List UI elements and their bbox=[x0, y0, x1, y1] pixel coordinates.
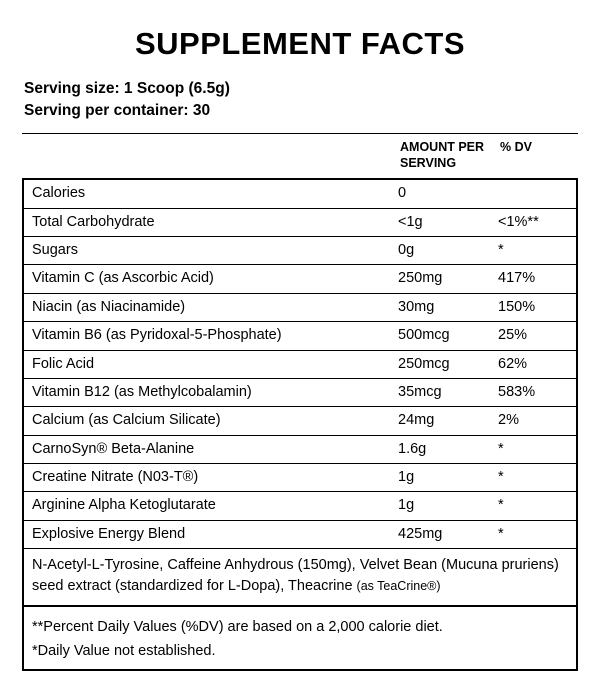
nutrient-name: Explosive Energy Blend bbox=[32, 525, 186, 542]
nutrient-name: Sugars bbox=[32, 241, 78, 258]
table-row bbox=[24, 379, 576, 407]
table-row bbox=[24, 322, 576, 350]
table-row bbox=[24, 237, 576, 265]
nutrient-dv: * bbox=[498, 241, 504, 258]
table-row bbox=[24, 265, 576, 293]
nutrient-name: Niacin (as Niacinamide) bbox=[32, 298, 186, 315]
column-header-daily-value: % DV bbox=[500, 139, 532, 154]
nutrient-amount: 1g bbox=[398, 469, 415, 486]
table-row bbox=[24, 180, 576, 208]
table-row bbox=[24, 294, 576, 322]
nutrient-name: CarnoSyn® Beta-Alanine bbox=[32, 440, 195, 457]
footnote-not-established: *Daily Value not established. bbox=[32, 643, 216, 660]
serving-per-container: Serving per container: 30 bbox=[24, 102, 211, 120]
nutrient-amount: 500mcg bbox=[398, 327, 450, 344]
nutrient-dv: 62% bbox=[498, 355, 528, 372]
nutrient-name: Vitamin B6 (as Pyridoxal-5-Phosphate) bbox=[32, 327, 282, 344]
nutrient-dv: 417% bbox=[498, 270, 536, 287]
table-row bbox=[24, 209, 576, 237]
nutrient-name: Vitamin B12 (as Methylcobalamin) bbox=[32, 383, 252, 400]
nutrient-amount: <1g bbox=[398, 213, 423, 230]
nutrient-dv: * bbox=[498, 469, 504, 486]
page-title: SUPPLEMENT FACTS bbox=[134, 26, 466, 61]
nutrient-dv: 2% bbox=[498, 412, 519, 429]
nutrient-dv: * bbox=[498, 440, 504, 457]
nutrient-amount: 250mg bbox=[398, 270, 443, 287]
blend-ingredients-main: N-Acetyl-L-Tyrosine, Caffeine Anhydrous (150mg), Velvet Bean (Mucuna pruriens) seed extract (standardized for L-Dopa), Theacrine bbox=[32, 557, 559, 595]
blend-ingredients-trademark: (as TeaCrine®) bbox=[356, 579, 441, 594]
nutrient-name: Total Carbohydrate bbox=[32, 213, 155, 230]
nutrient-amount: 30mg bbox=[398, 298, 435, 315]
column-header-name bbox=[22, 140, 400, 171]
blend-ingredients bbox=[24, 549, 576, 607]
footnote-daily-values: **Percent Daily Values (%DV) are based on a 2,000 calorie diet. bbox=[32, 619, 443, 636]
nutrient-name: Calcium (as Calcium Silicate) bbox=[32, 412, 221, 429]
nutrient-amount: 1.6g bbox=[398, 440, 427, 457]
nutrient-amount: 0 bbox=[398, 185, 407, 202]
nutrition-table bbox=[22, 178, 578, 671]
nutrient-amount: 24mg bbox=[398, 412, 435, 429]
nutrient-dv: 150% bbox=[498, 298, 536, 315]
nutrient-amount: 250mcg bbox=[398, 355, 450, 372]
nutrient-dv: * bbox=[498, 497, 504, 514]
table-row bbox=[24, 492, 576, 520]
column-header-amount: AMOUNT PER SERVING bbox=[400, 139, 485, 170]
nutrient-name: Vitamin C (as Ascorbic Acid) bbox=[32, 270, 214, 287]
nutrient-dv bbox=[498, 180, 576, 207]
nutrient-amount: 425mg bbox=[398, 525, 443, 542]
nutrient-name: Arginine Alpha Ketoglutarate bbox=[32, 497, 216, 514]
serving-info bbox=[24, 78, 582, 123]
nutrient-name: Folic Acid bbox=[32, 355, 95, 372]
serving-size: Serving size: 1 Scoop (6.5g) bbox=[24, 80, 230, 97]
column-headers bbox=[22, 134, 578, 178]
table-row bbox=[24, 407, 576, 435]
nutrient-dv: * bbox=[498, 525, 504, 542]
nutrient-amount: 1g bbox=[398, 497, 415, 514]
table-row bbox=[24, 521, 576, 549]
nutrient-dv: 25% bbox=[498, 327, 528, 344]
nutrient-dv: <1%** bbox=[498, 213, 539, 230]
nutrient-name: Creatine Nitrate (N03-T®) bbox=[32, 469, 199, 486]
nutrient-amount: 0g bbox=[398, 241, 415, 258]
table-row bbox=[24, 351, 576, 379]
table-row bbox=[24, 436, 576, 464]
nutrient-dv: 583% bbox=[498, 383, 536, 400]
nutrient-name: Calories bbox=[32, 185, 86, 202]
table-row bbox=[24, 464, 576, 492]
footnotes bbox=[24, 607, 576, 669]
nutrient-amount: 35mcg bbox=[398, 383, 442, 400]
